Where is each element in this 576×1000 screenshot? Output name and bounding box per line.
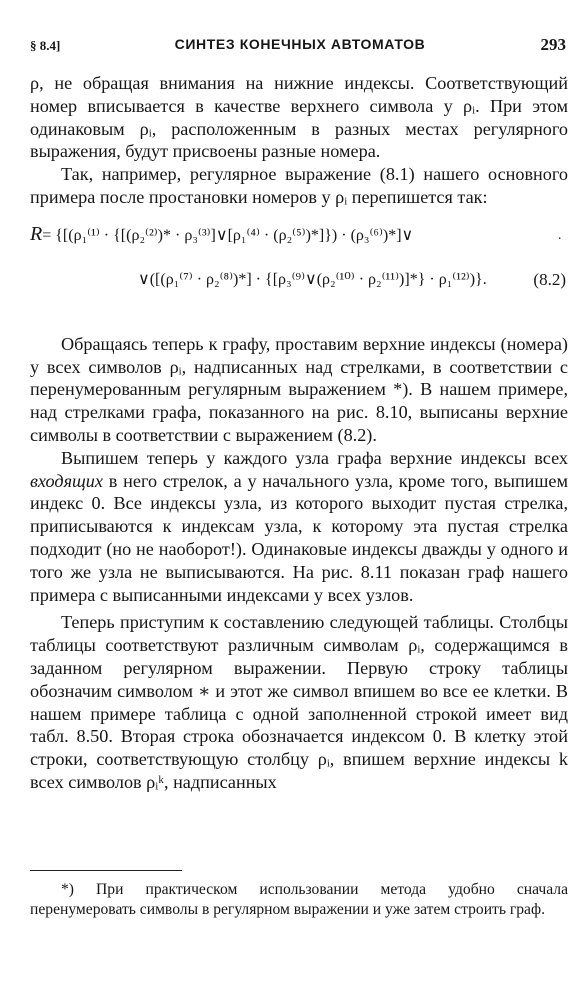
equation-line-1 (30, 223, 413, 248)
equation-lhs: R (30, 222, 43, 245)
stray-dot: · (557, 231, 562, 247)
paragraph-5: Теперь приступим к составлению следующей таблицы. Столбцы таблицы соответствуют различным символам ρᵢ, содержащимся в заданном регулярном выражении. Первую строку таблицы обозначим символом ∗ и этот же символ впишем во все ее клетки. В нашем примере таблица с одной заполненной строкой имеет вид табл. 8.50. Вторая строка обозначается индексом 0. В клетку этой строки, соответствующую столбцу ρᵢ, впишем верхние индексы k всех символов ρᵢᵏ, надписанных (30, 612, 568, 792)
paragraph-4 (30, 447, 568, 607)
page-number: 293 (540, 35, 566, 54)
section-reference: § 8.4] (30, 38, 61, 53)
footnote-rule (30, 870, 182, 871)
main-text (30, 72, 568, 794)
footnote-text: *) При практическом использовании метода удобно сначала перенумеровать символы в регулярном выражении и уже затем строить граф. (30, 881, 568, 918)
paragraph-3: Обращаясь теперь к графу, проставим верхние индексы (номера) у всех символов ρᵢ, надписанных над стрелками, в соответствии с перенумерованным регулярным выражением *). В нашем примере, над стрелками графа, показанного на рис. 8.10, выписаны верхние символы в соответствии с выражением (8.2). (30, 333, 568, 445)
paragraph-1: ρ, не обращая внимания на нижние индексы. Соответствующий номер вписывается в качестве верхнего символа у ρᵢ. При этом одинаковым ρᵢ, расположенным в разных местах регулярного выражения, будут присвоены разные номера. (30, 73, 568, 162)
emphasis-incoming: входящих (30, 470, 103, 491)
paragraph-4-end: в него стрелок, а у начального узла, кроме того, выпишем индекс 0. Все индексы узла, из которого выходит пустая стрелка, приписываются к индексам узла, к которому эта пустая стрелка подходит (но не наоборот!). Одинаковые индексы дважды у одного и того же узла не выписываются. На рис. 8.11 показан граф нашего примера с выписанными индексами у всех узлов. (30, 470, 568, 605)
running-header (30, 36, 570, 56)
footnote (30, 880, 568, 920)
paragraph-4-start: Выпишем теперь у каждого узла графа верхние индексы всех (61, 447, 568, 468)
equation-line-2: ∨([(ρ₁⁽⁷⁾ · ρ₂⁽⁸⁾)*] · {[ρ₃⁽⁹⁾∨(ρ₂⁽¹⁰⁾ · ρ₂⁽¹¹⁾)]*} · ρ₁⁽¹²⁾)}. (138, 270, 487, 288)
equation-line-1-text: = {[(ρ₁⁽¹⁾ · {[(ρ₂⁽²⁾)* · ρ₃⁽³⁾]∨[ρ₁⁽⁴⁾ · (ρ₂⁽⁵⁾)*]}) · (ρ₃⁽⁶⁾)*]∨ (42, 226, 414, 244)
equation-number: (8.2) (533, 269, 566, 289)
chapter-title: СИНТЕЗ КОНЕЧНЫХ АВТОМАТОВ (174, 36, 426, 52)
paragraph-2: Так, например, регулярное выражение (8.1) нашего основного примера после простановки номеров у ρᵢ перепишется так: (30, 164, 568, 207)
equation-8-2 (30, 223, 568, 315)
